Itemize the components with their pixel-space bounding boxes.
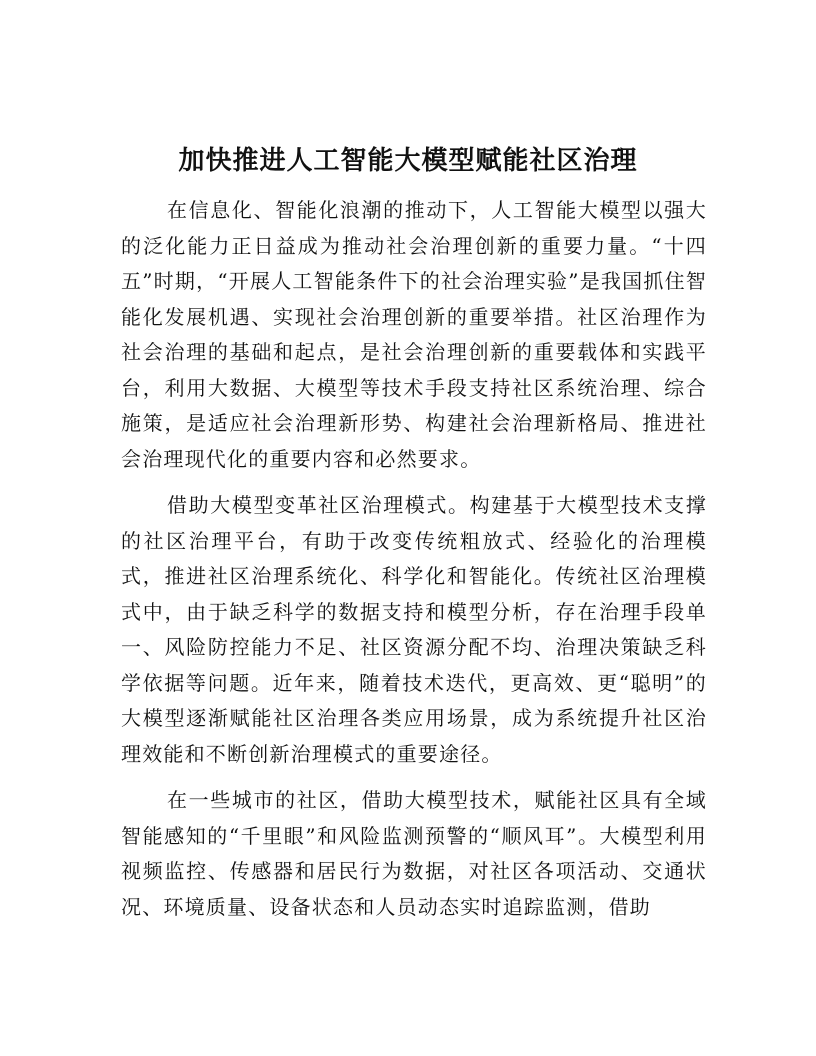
paragraph-3: 在一些城市的社区，借助大模型技术，赋能社区具有全域智能感知的“千里眼”和风险监测预警的“顺风耳”。大模型利用视频监控、传感器和居民行为数据，对社区各项活动、交通状况、环境质量、设备状态和人员动态实时追踪监测，借助: [121, 788, 707, 919]
document-title: 加快推进人工智能大模型赋能社区治理: [178, 146, 638, 176]
paragraph-2: 借助大模型变革社区治理模式。构建基于大模型技术支撑的社区治理平台，有助于改变传统粗放式、经验化的治理模式，推进社区治理系统化、科学化和智能化。传统社区治理模式中，由于缺乏科学的数据支持和模型分析，存在治理手段单一、风险防控能力不足、社区资源分配不均、治理决策缺乏科学依据等问题。近年来，随着技术迭代，更高效、更“聪明”的大模型逐渐赋能社区治理各类应用场景，成为系统提升社区治理效能和不断创新治理模式的重要途径。: [121, 493, 707, 766]
paragraph-1: 在信息化、智能化浪潮的推动下，人工智能大模型以强大的泛化能力正日益成为推动社会治理创新的重要力量。“十四五”时期，“开展人工智能条件下的社会治理实验”是我国抓住智能化发展机遇、实现社会治理创新的重要举措。社区治理作为社会治理的基础和起点，是社会治理创新的重要载体和实践平台，利用大数据、大模型等技术手段支持社区系统治理、综合施策，是适应社会治理新形势、构建社会治理新格局、推进社会治理现代化的重要内容和必然要求。: [121, 198, 707, 471]
document-body: [121, 193, 707, 936]
